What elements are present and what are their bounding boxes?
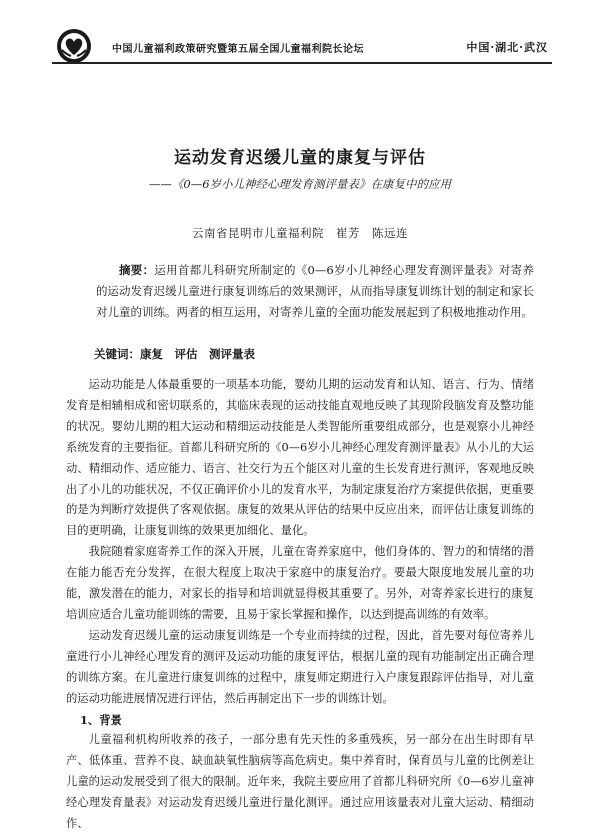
abstract-text: 运用首都儿科研究所制定的《0—6岁小儿神经心理发育测评量表》对寄养的运动发育迟缓儿童进行康复训练后的效果测评，从而指导康复训练计划的制定和家长对儿童的训练。两者的相互运用，对寄养儿童的全面功能发展起到了积极地推动作用。: [96, 263, 534, 319]
author-affiliation: 云南省昆明市儿童福利院 崔芳 陈远连: [192, 226, 408, 240]
article-subtitle: ——《0—6岁小儿神经心理发育测评量表》在康复中的应用: [148, 177, 452, 191]
running-header: [52, 28, 552, 68]
conference-location: 中国·湖北·武汉: [466, 41, 548, 54]
keywords-label: 关键词：: [94, 347, 140, 361]
article-title: 运动发育迟缓儿童的康复与评估: [174, 148, 426, 168]
article-body: [66, 375, 534, 835]
paragraph: 我院随着家庭寄养工作的深入开展，儿童在寄养家庭中，他们身体的、智力的和情绪的潜在能力能否充分发挥，在很大程度上取决于家庭中的康复治疗。要最大限度地发展儿童的功能，激发潜在的能力，对家长的指导和培训就显得极其重要了。另外，对寄养家长进行的康复培训应适合儿童功能训练的需要，且易于家长掌握和操作，以达到提高训练的有效率。: [66, 545, 534, 621]
paragraph: 儿童福利机构所收养的孩子，一部分患有先天性的多重残疾，另一部分在出生时即有早产、低体重、营养不良、缺血缺氧性脑病等高危病史。集中养育时，保育员与儿童的比例差让儿童的运动发展受到了很大的限制。近年来，我院主要应用了首都儿科研究所《0—6岁儿童神经心理发育量表》对运动发育迟缓儿童进行量化测评。通过应用该量表对儿童大运动、精细动作、: [66, 733, 534, 831]
journal-title: 中国儿童福利政策研究暨第五届全国儿童福利院长论坛: [112, 44, 364, 55]
paragraph: 运动发育迟缓儿童的运动康复训练是一个专业而持续的过程，因此，首先要对每位寄养儿童进行小儿神经心理发育的测评及运动功能的康复评估，根据儿童的现有功能制定出正确合理的训练方案。在儿童进行康复训练的过程中，康复师定期进行入户康复跟踪评估指导，对儿童的运动功能进展情况进行评估，然后再制定出下一步的训练计划。: [66, 628, 534, 705]
paragraph: 运动功能是人体最重要的一项基本功能，婴幼儿期的运动发育和认知、语言、行为、情绪发育是相辅相成和密切联系的，其临床表现的运动技能直观地反映了其现阶段脑发育及整功能的状况。婴幼儿期的粗大运动和精细运动技能是人类智能所重要组成部分，也是观察小儿神经系统发育的主要指征。首都儿科研究所的《0—6岁小儿神经心理发育测评量表》从小儿的大运动、精细动作、适应能力、语言、社交行为五个能区对儿童的生长发育进行测评，客观地反映出了小儿的功能状况，不仅正确评价小儿的发育水平，为制定康复治疗方案提供依据，更重要的是为判断疗效提供了客观依据。康复的效果从评估的结果中反应出来，而评估让康复训练的目的更明确，让康复训练的效果更加细化、量化。: [66, 378, 534, 538]
keywords: [94, 344, 532, 365]
abstract: [96, 260, 534, 323]
abstract-label: 摘要：: [119, 263, 155, 277]
hands-heart-emblem-icon: [56, 28, 92, 64]
section-heading: 1、背景: [80, 712, 122, 727]
header-divider: [52, 62, 552, 64]
keywords-text: 康复 评估 测评量表: [140, 347, 255, 361]
